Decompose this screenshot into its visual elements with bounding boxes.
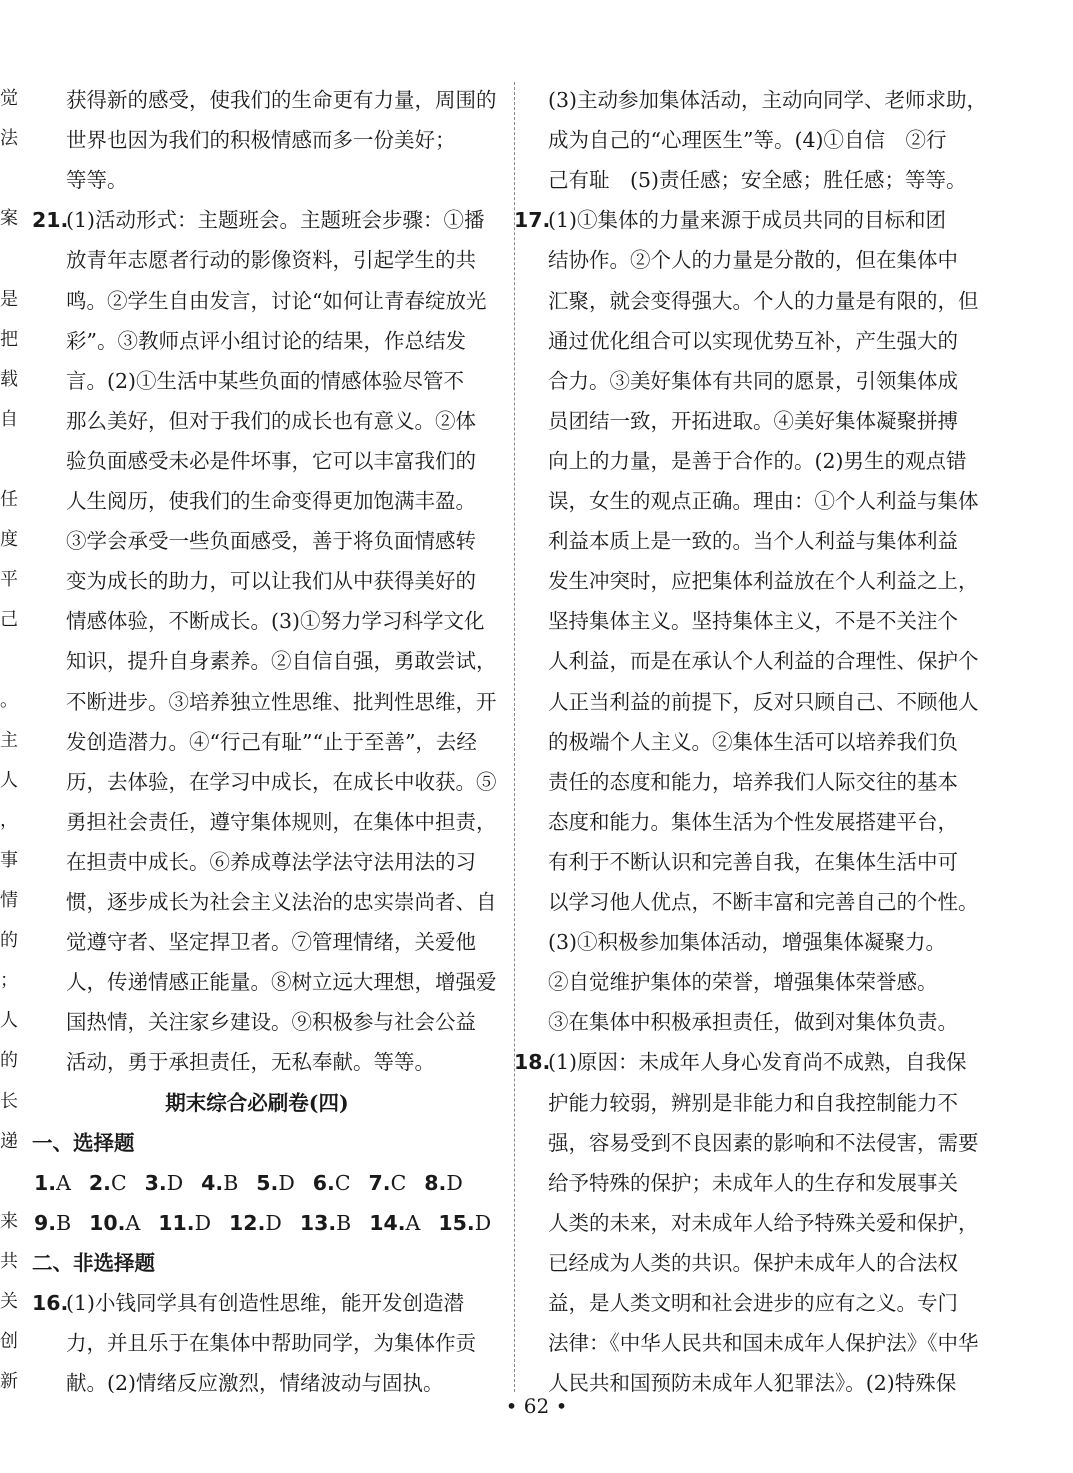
edge-char: 案 — [0, 208, 18, 230]
answer-line: 历，去体验，在学习中成长，在成长中收获。⑤ — [66, 769, 497, 794]
answer-line: 验负面感受未必是件坏事，它可以丰富我们的 — [66, 448, 476, 473]
edge-char: 是 — [0, 288, 18, 310]
choice-answer — [34, 1169, 71, 1197]
answer-line: (3)①积极参加集体活动，增强集体凝聚力。 — [548, 930, 947, 955]
choice-answer — [300, 1209, 351, 1237]
answer-line: 以学习他人优点，不断丰富和完善自己的个性。 — [548, 890, 979, 914]
choice-number: 11. — [158, 1210, 195, 1235]
answer-line: 活动，勇于承担责任，无私奉献。等等。 — [66, 1050, 435, 1075]
edge-char: 载 — [0, 368, 18, 390]
choice-number: 14. — [369, 1210, 406, 1235]
choice-answer — [201, 1169, 238, 1197]
choice-number: 6. — [312, 1170, 335, 1195]
answer-line: ③学会承受一些负面感受，善于将负面情感转 — [66, 529, 476, 554]
edge-char: 人 — [0, 769, 18, 791]
choice-answer — [313, 1169, 351, 1197]
edge-char: 。 — [0, 689, 18, 711]
choice-letter: A — [56, 1170, 71, 1195]
answer-line: 力，并且乐于在集体中帮助同学，为集体作贡 — [66, 1331, 476, 1356]
section-heading: 二、非选择题 — [32, 1250, 155, 1275]
choice-letter: D — [278, 1170, 295, 1195]
choice-letter: D — [194, 1210, 212, 1235]
edge-char: 创 — [0, 1331, 18, 1353]
choice-answer — [34, 1209, 71, 1237]
edge-char: 来 — [0, 1210, 18, 1232]
paragraph-line: 成为自己的“心理医生”等。(4)①自信 ②行 — [548, 128, 947, 153]
answer-line: 人生阅历，使我们的生命变得更加饱满丰盈。 — [66, 489, 476, 513]
paragraph-line: 获得新的感受，使我们的生命更有力量，周围的 — [66, 88, 497, 112]
answer-line: 态度和能力。集体生活为个性发展搭建平台， — [548, 809, 958, 834]
answer-line: 利益本质上是一致的。当个人利益与集体利益 — [548, 529, 958, 554]
choice-letter: A — [125, 1210, 141, 1235]
answer-line: 人，传递情感正能量。⑧树立远大理想，增强爱 — [66, 970, 497, 995]
answer-line: 发生冲突时，应把集体利益放在个人利益之上， — [548, 569, 979, 594]
choice-number: 2. — [88, 1170, 111, 1195]
answer-line: 责任的态度和能力，培养我们人际交往的基本 — [548, 769, 958, 794]
answer-line: 国热情，关注家乡建设。⑨积极参与社会公益 — [66, 1010, 476, 1035]
exam-title: 期末综合必刷卷(四) — [165, 1090, 349, 1115]
edge-char: 己 — [0, 609, 18, 631]
edge-char: 自 — [0, 408, 18, 430]
answer-line: 觉遵守者、坚定捍卫者。⑦管理情绪，关爱他 — [66, 930, 476, 955]
answer-line: 人正当利益的前提下，反对只顾自己、不顾他人 — [548, 689, 979, 714]
choice-number: 3. — [144, 1170, 167, 1195]
edge-char: 人 — [0, 1010, 18, 1032]
answer-line: 献。(2)情绪反应激烈，情绪波动与固执。 — [66, 1371, 444, 1396]
answer-line: 人民共和国预防未成年人犯罪法》。(2)特殊保 — [548, 1371, 957, 1396]
edge-char: 把 — [0, 328, 18, 350]
choice-number: 5. — [256, 1170, 279, 1195]
answer-line: (1)小钱同学具有创造性思维，能开发创造潜 — [66, 1291, 465, 1315]
answer-line: ②自觉维护集体的荣誉，增强集体荣誉感。 — [548, 970, 938, 995]
choice-answer — [256, 1169, 295, 1197]
paragraph-line: 等等。 — [66, 168, 128, 193]
answer-line: 强，容易受到不良因素的影响和不法侵害，需要 — [548, 1130, 979, 1155]
answer-line: (1)原因：未成年人身心发育尚不成熟，自我保 — [548, 1050, 967, 1075]
answer-row — [34, 1209, 509, 1237]
question-number: 18. — [514, 1050, 551, 1075]
answer-line: 惯，逐步成长为社会主义法治的忠实崇尚者、自 — [66, 890, 497, 914]
choice-letter: C — [110, 1170, 127, 1195]
choice-number: 10. — [89, 1210, 126, 1235]
edge-char: 主 — [0, 729, 18, 751]
answer-line: 有利于不断认识和完善自我，在集体生活中可 — [548, 849, 958, 874]
edge-char: 平 — [0, 569, 18, 591]
answer-line: 益，是人类文明和社会进步的应有之义。专门 — [548, 1291, 958, 1315]
answer-line: 坚持集体主义。坚持集体主义，不是不关注个 — [548, 609, 958, 634]
choice-number: 12. — [229, 1210, 266, 1235]
edge-char: 任 — [0, 489, 18, 510]
edge-char: 觉 — [0, 88, 18, 109]
question-number: 16. — [32, 1291, 69, 1315]
choice-answer — [229, 1209, 282, 1237]
edge-char: ； — [0, 970, 18, 992]
choice-number: 4. — [201, 1170, 224, 1195]
choice-answer — [145, 1169, 184, 1197]
choice-number: 1. — [34, 1170, 57, 1195]
answer-line: 不断进步。③培养独立性思维、批判性思维，开 — [66, 689, 497, 714]
answer-line: 已经成为人类的共识。保护未成年人的合法权 — [548, 1250, 958, 1275]
answer-line: 通过优化组合可以实现优势互补，产生强大的 — [548, 328, 958, 353]
answer-line: 合力。③美好集体有共同的愿景，引领集体成 — [548, 368, 958, 393]
choice-answer — [158, 1209, 211, 1237]
answer-line: 汇聚，就会变得强大。个人的力量是有限的，但 — [548, 288, 979, 313]
edge-char: 的 — [0, 930, 18, 952]
choice-answer — [369, 1209, 420, 1237]
choice-letter: D — [474, 1210, 492, 1235]
answer-line: ③在集体中积极承担责任，做到对集体负责。 — [548, 1010, 958, 1035]
choice-letter: D — [265, 1210, 282, 1235]
choice-number: 7. — [368, 1170, 391, 1195]
answer-line: 在担责中成长。⑥养成尊法学法守法用法的习 — [66, 849, 476, 874]
paragraph-line: (3)主动参加集体活动，主动向同学、老师求助， — [548, 88, 988, 112]
choice-number: 8. — [424, 1170, 447, 1195]
answer-line: (1)①集体的力量来源于成员共同的目标和团 — [548, 208, 947, 233]
answer-line: 误，女生的观点正确。理由：①个人利益与集体 — [548, 489, 979, 513]
answer-row — [34, 1169, 481, 1197]
column-divider — [514, 82, 515, 1392]
answer-line: 员团结一致，开拓进取。④美好集体凝聚拼搏 — [548, 408, 958, 433]
choice-letter: B — [223, 1170, 239, 1195]
choice-answer — [369, 1169, 407, 1197]
edge-char: 递 — [0, 1130, 18, 1152]
edge-char: 情 — [0, 890, 18, 911]
choice-number: 9. — [34, 1210, 57, 1235]
answer-line: 的极端个人主义。②集体生活可以培养我们负 — [548, 729, 958, 754]
choice-number: 13. — [299, 1210, 337, 1235]
choice-letter: C — [390, 1170, 407, 1195]
answer-line: 变为成长的助力，可以让我们从中获得美好的 — [66, 569, 476, 594]
answer-line: 人类的未来，对未成年人给予特殊关爱和保护， — [548, 1210, 979, 1235]
choice-answer — [438, 1209, 491, 1237]
answer-line: 那么美好，但对于我们的成长也有意义。②体 — [66, 408, 476, 433]
choice-letter: D — [446, 1170, 463, 1195]
answer-line: 发创造潜力。④“行己有耻”“止于至善”，去经 — [66, 729, 477, 754]
edge-char: 共 — [0, 1250, 18, 1272]
question-number: 21. — [32, 208, 69, 233]
answer-line: 情感体验，不断成长。(3)①努力学习科学文化 — [66, 609, 485, 634]
choice-letter: B — [336, 1210, 352, 1235]
edge-char: 事 — [0, 849, 18, 871]
choice-answer — [89, 1169, 127, 1197]
choice-answer — [424, 1169, 463, 1197]
choice-answer — [89, 1209, 140, 1237]
answer-line: 知识，提升自身素养。②自信自强，勇敢尝试， — [66, 649, 497, 674]
answer-line: 给予特殊的保护；未成年人的生存和发展事关 — [548, 1170, 958, 1195]
edge-char: 关 — [0, 1291, 18, 1312]
edge-char: 的 — [0, 1050, 18, 1072]
answer-line: 护能力较弱，辨别是非能力和自我控制能力不 — [548, 1090, 958, 1115]
page-number: • 62 • — [505, 1394, 568, 1418]
choice-letter: A — [405, 1210, 421, 1235]
answer-line: 鸣。②学生自由发言，讨论“如何让青春绽放光 — [66, 288, 487, 313]
answer-line: 结协作。②个人的力量是分散的，但在集体中 — [548, 248, 958, 273]
edge-char: 新 — [0, 1371, 18, 1393]
answer-line: 人利益，而是在承认个人利益的合理性、保护个 — [548, 649, 979, 674]
section-heading: 一、选择题 — [32, 1130, 135, 1155]
paragraph-line: 世界也因为我们的积极情感而多一份美好； — [66, 128, 456, 153]
answer-line: 法律：《中华人民共和国未成年人保护法》《中华 — [548, 1331, 979, 1356]
choice-letter: C — [334, 1170, 351, 1195]
answer-line: 放青年志愿者行动的影像资料，引起学生的共 — [66, 248, 476, 273]
answer-line: (1)活动形式：主题班会。主题班会步骤：①播 — [66, 208, 485, 233]
answer-line: 彩”。③教师点评小组讨论的结果，作总结发 — [66, 328, 466, 353]
answer-line: 向上的力量，是善于合作的。(2)男生的观点错 — [548, 448, 967, 473]
edge-char: 度 — [0, 529, 18, 551]
question-number: 17. — [514, 208, 551, 233]
choice-number: 15. — [438, 1210, 475, 1235]
edge-char: 法 — [0, 128, 18, 150]
paragraph-line: 己有耻 (5)责任感；安全感；胜任感；等等。 — [548, 168, 967, 193]
edge-char: ， — [0, 809, 18, 831]
answer-line: 言。(2)①生活中某些负面的情感体验尽管不 — [66, 368, 465, 393]
choice-letter: D — [166, 1170, 184, 1195]
edge-char: 长 — [0, 1090, 18, 1112]
answer-line: 勇担社会责任，遵守集体规则，在集体中担责， — [66, 809, 497, 834]
choice-letter: B — [56, 1210, 72, 1235]
